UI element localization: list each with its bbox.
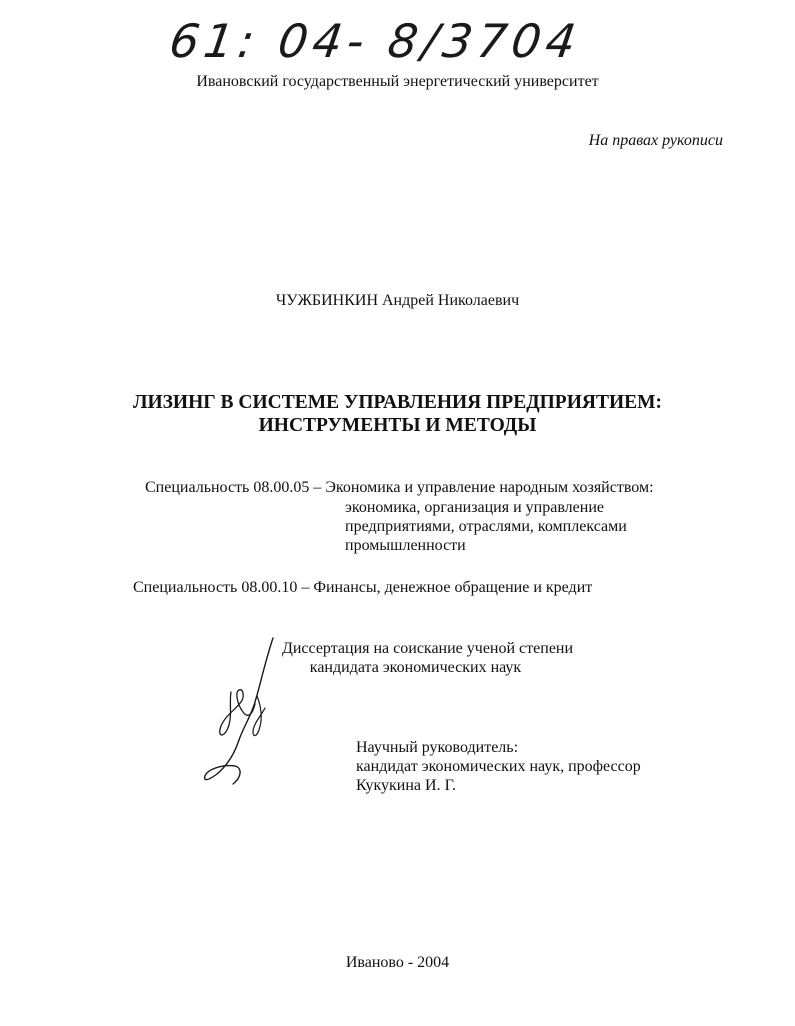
handwritten-signature [195, 632, 285, 792]
signature-stroke-loop [220, 690, 255, 735]
specialty-1-line-4: промышленности [345, 537, 466, 554]
title-line-2: ИНСТРУМЕНТЫ И МЕТОДЫ [258, 415, 537, 436]
handwritten-registration-number: 61: 04- 8/3704 [166, 14, 585, 68]
specialty-1-continuation [345, 498, 627, 555]
dissertation-title [0, 391, 795, 437]
specialty-1-line-2: экономика, организация и управление [345, 499, 604, 516]
supervisor-label: Научный руководитель: [356, 739, 519, 756]
supervisor-degree: кандидат экономических наук, профессор [356, 758, 641, 775]
degree-statement [0, 639, 795, 677]
degree-line-2: кандидата экономических наук [309, 659, 522, 676]
specialty-2: Специальность 08.00.10 – Финансы, денежное обращение и кредит [133, 579, 593, 596]
place-and-year: Иваново - 2004 [345, 954, 450, 971]
specialty-1-heading: Специальность 08.00.05 – Экономика и управление народным хозяйством: [145, 479, 654, 496]
degree-line-1: Диссертация на соискание ученой степени [281, 640, 574, 657]
author-name: ЧУЖБИНКИН Андрей Николаевич [275, 292, 520, 309]
manuscript-rights-note: На правах рукописи [588, 132, 723, 149]
university-name: Ивановский государственный энергетический университет [196, 73, 599, 90]
specialty-1-line-3: предприятиями, отраслями, комплексами [345, 518, 627, 535]
scientific-supervisor [356, 738, 641, 795]
title-line-1: ЛИЗИНГ В СИСТЕМЕ УПРАВЛЕНИЯ ПРЕДПРИЯТИЕМ: [132, 392, 663, 413]
supervisor-name: Кукукина И. Г. [356, 777, 457, 794]
